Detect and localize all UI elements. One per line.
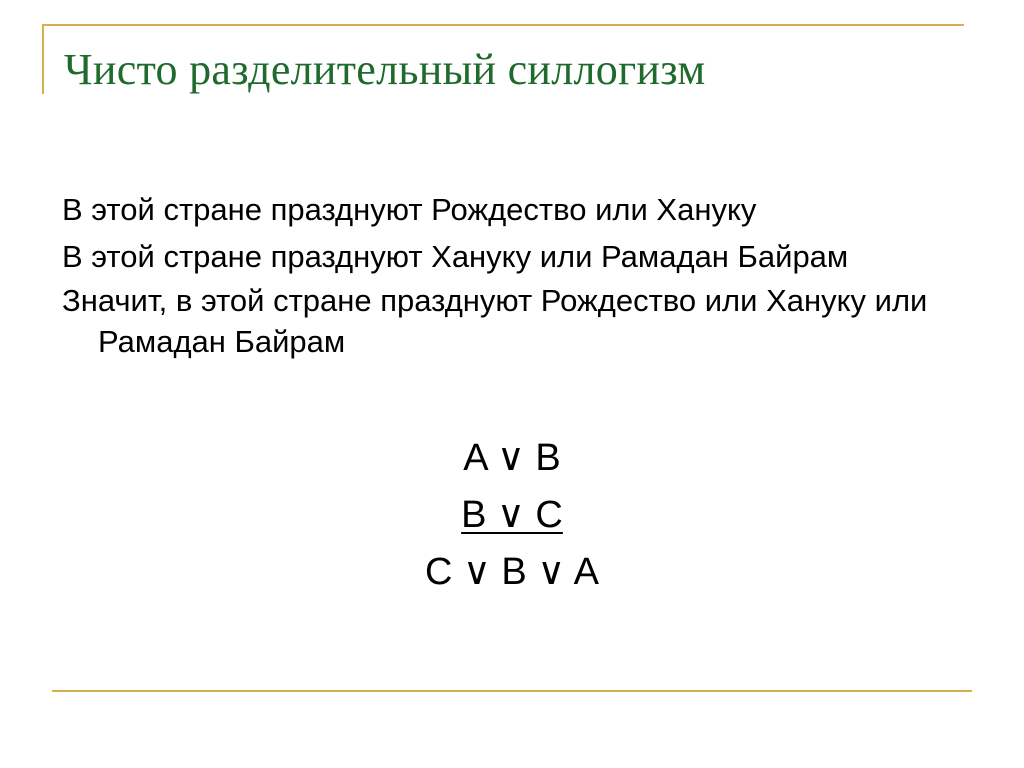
formula-block	[0, 430, 1024, 601]
top-rule	[42, 24, 964, 26]
formula-1: A ∨ B	[463, 437, 561, 479]
formula-3: C ∨ B ∨ A	[425, 551, 599, 593]
premise-2: В этой стране празднуют Хануку или Рамадан Байрам	[62, 239, 849, 274]
premise-1: В этой стране празднуют Рождество или Хануку	[62, 192, 757, 227]
formula-2-wrapper	[0, 487, 1024, 544]
conclusion: Значит, в этой стране празднуют Рождество или Хануку или Рамадан Байрам	[62, 283, 928, 359]
formula-2: B ∨ C	[461, 494, 563, 536]
left-rule	[42, 24, 44, 94]
slide-title: Чисто разделительный силлогизм	[64, 45, 706, 94]
bottom-rule	[52, 690, 972, 692]
syllogism-text	[62, 186, 962, 362]
